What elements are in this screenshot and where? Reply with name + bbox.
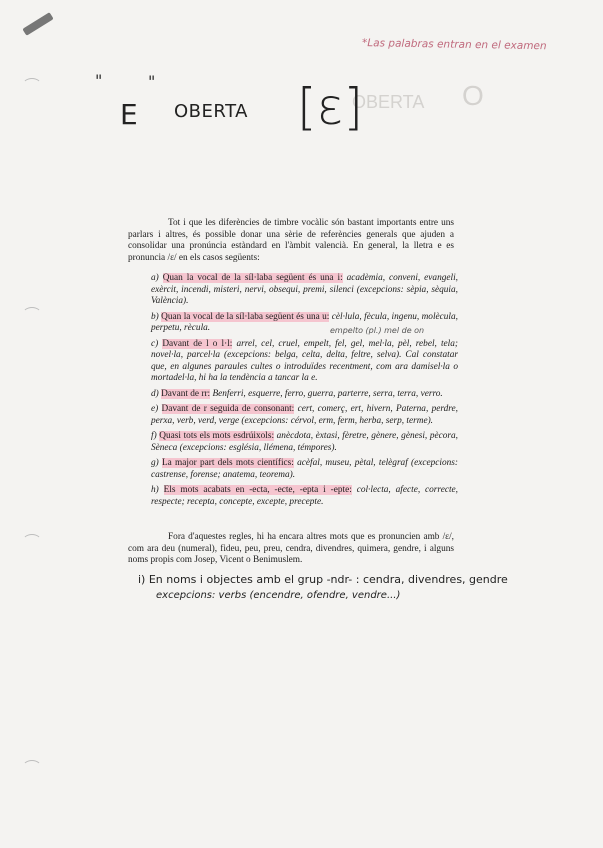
list-item <box>151 389 458 401</box>
handwritten-note: *Las palabras entran en el examen <box>361 37 547 53</box>
list-item <box>151 485 458 508</box>
rule-marker: c) <box>151 338 159 349</box>
rules-list <box>151 273 458 512</box>
rule-marker: g) <box>151 458 159 468</box>
title-word: OBERTA <box>174 101 248 122</box>
rule-marker: d) <box>151 388 159 399</box>
list-item <box>151 273 458 308</box>
list-item <box>151 458 458 481</box>
rule-marker: h) <box>151 485 159 495</box>
punch-hole <box>22 307 42 323</box>
rule-heading: Davant de l o l·l: <box>162 338 233 349</box>
rule-examples: col·lecta, afecte, correcte, respecte; recepta, concepte, excepte, precepte. <box>151 485 458 507</box>
title-letter: E <box>120 98 138 131</box>
list-item <box>151 431 458 454</box>
handwritten-annotation: empelto (pl.) mel de on <box>330 326 425 335</box>
rule-heading: Quan la vocal de la síl·laba següent és una i: <box>162 273 343 283</box>
rule-marker: e) <box>151 404 159 414</box>
punch-hole <box>22 78 42 94</box>
rule-heading: Davant de r seguida de consonant: <box>161 404 295 414</box>
handwritten-exceptions: excepcions: verbs (encendre, ofendre, vendre...) <box>156 590 401 601</box>
list-item <box>151 404 458 427</box>
rule-examples: arrel, cel, cruel, empelt, fel, gel, mel·la, pèl, rebel, tela; novel·la, parcel·la (excepcions: belga, celta, delta, feltre, selva). Cal constatar que, en algunes paraules cultes o introduïdes recentment, com ara damisel·la o mortadel·la, hi ha la tendència a tancar la e. <box>151 338 458 383</box>
rule-marker: f) <box>151 431 157 441</box>
rule-examples: acèfal, museu, pètal, telègraf (excepcions: castrense, forense; anatema, teorema). <box>151 458 459 480</box>
intro-paragraph: Tot i que les diferències de timbre vocàlic són bastant importants entre uns parlars i altres, és possible donar una sèrie de referències generals que ajuden a consolidar una pronúncia estàndard en l'àmbit valencià. En general, la lletra e es pronuncia /ɛ/ en els casos següents: <box>128 218 454 263</box>
ghost-letter: O <box>462 80 484 111</box>
rule-examples: anècdota, èxtasi, fèretre, gènere, gènesi, pècora, Sèneca (excepcions: església, llémena, témpores). <box>151 431 458 453</box>
punch-hole <box>22 534 42 550</box>
rule-heading: Els mots acabats en -ecta, -ecte, -epta i -epte: <box>163 485 352 495</box>
handwritten-rule: i) En noms i objectes amb el grup -ndr- : cendra, divendres, gendre <box>138 573 508 586</box>
title-phonetic-symbol: [ɛ] <box>297 78 364 136</box>
pen-mark <box>22 12 53 36</box>
rule-marker: b) <box>151 311 159 322</box>
rule-examples: cert, comerç, ert, hivern, Paterna, perdre, perxa, verb, verd, verge (excepcions: cérvol, erm, ferm, herba, serp, terme). <box>151 404 458 426</box>
rule-marker: a) <box>151 273 159 283</box>
rule-examples: cèl·lula, fècula, ingenu, molècula, perpetu, rècula. <box>151 311 458 333</box>
closing-paragraph: Fora d'aquestes regles, hi ha encara altres mots que es pronuncien amb /ɛ/, com ara deu (numeral), fideu, peu, preu, cendra, divendres, quimera, gendre, i alguns noms propis com Josep, Vicent o Benimuslem. <box>128 532 454 565</box>
rule-heading: La major part dels mots científics: <box>162 458 294 468</box>
punch-hole <box>22 760 42 776</box>
list-item <box>151 339 458 385</box>
rule-examples: acadèmia, conveni, evangeli, exèrcit, incendi, misteri, nervi, obsequi, premi, silenci (excepcions: sèpia, sèquia, València). <box>151 273 458 306</box>
rule-heading: Quan la vocal de la síl·laba següent és una u: <box>161 311 330 322</box>
title-quote-right: " <box>148 72 156 91</box>
rule-examples: Benferri, esquerre, ferro, guerra, parterre, serra, terra, verro. <box>210 388 443 399</box>
title-quote-left: " <box>95 71 103 90</box>
ghost-word: OBERTA <box>352 92 425 112</box>
rule-heading: Davant de rr: <box>161 388 211 399</box>
rule-heading: Quasi tots els mots esdrúixols: <box>159 431 275 441</box>
